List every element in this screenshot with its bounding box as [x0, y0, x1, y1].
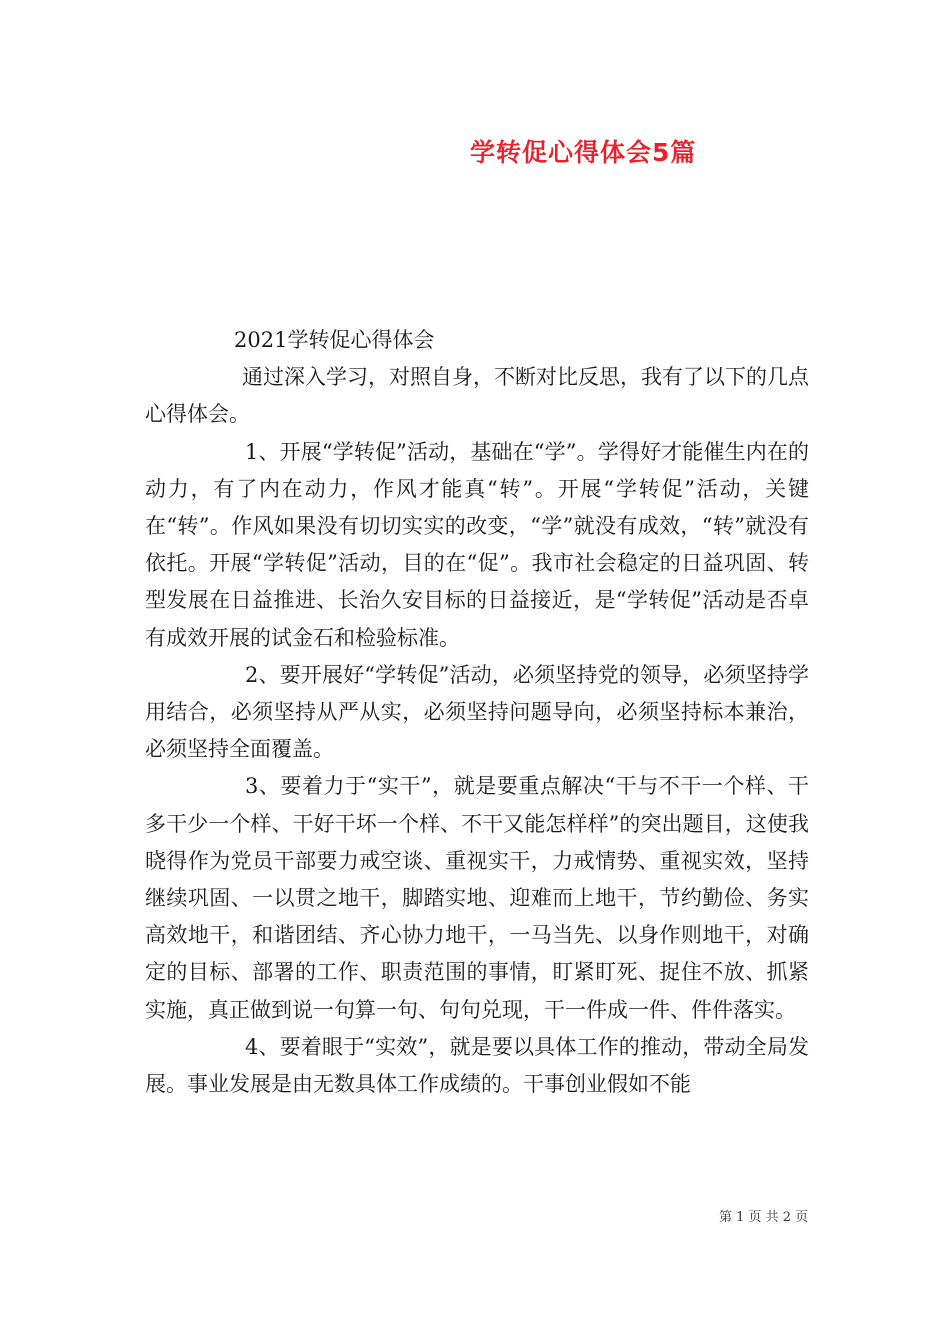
paragraph-intro: 通过深入学习，对照自身，不断对比反思，我有了以下的几点心得体会。 [145, 365, 809, 427]
paragraph-1: 1、开展“学转促”活动，基础在“学”。学得好才能催生内在的动力，有了内在动力，作风才能真“转”。开展“学转促”活动，关键在“转”。作风如果没有切切实实的改变，“学”就没有成效，“转”就没有依托。开展“学转促”活动，目的在“促”。我市社会稳定的日益巩固、转型发展在日益推进、长治久安目标的日益接近，是“学转促”活动是否卓有成效开展的试金石和检验标准。 [145, 439, 809, 650]
paragraph-3: 3、要着力于“实干”，就是要重点解决“干与不干一个样、干多干少一个样、干好干坏一个样、不干又能怎样样”的突出题目，这使我晓得作为党员干部要力戒空谈、重视实干，力戒情势、重视实效，坚持继续巩固、一以贯之地干，脚踏实地、迎难而上地干，节约勤俭、务实高效地干，和谐团结、齐心协力地干，一马当先、以身作则地干，对确定的目标、部署的工作、职责范围的事情，盯紧盯死、捉住不放、抓紧实施，真正做到说一句算一句、句句兑现，干一件成一件、件件落实。 [145, 774, 809, 1022]
paragraph-2: 2、要开展好“学转促”活动，必须坚持党的领导，必须坚持学用结合，必须坚持从严从实，必须坚持问题导向，必须坚持标本兼治，必须坚持全面覆盖。 [145, 662, 809, 762]
document-title-text: 学转促心得体会5篇 [470, 138, 697, 167]
page-footer: 第 1 页 共 2 页 [719, 1210, 809, 1225]
document-body [145, 322, 809, 1103]
paragraph-4: 4、要着眼于“实效”，就是要以具体工作的推动，带动全局发展。事业发展是由无数具体工作成绩的。干事创业假如不能 [145, 1034, 809, 1097]
document-subtitle: 2021学转促心得体会 [234, 328, 435, 352]
